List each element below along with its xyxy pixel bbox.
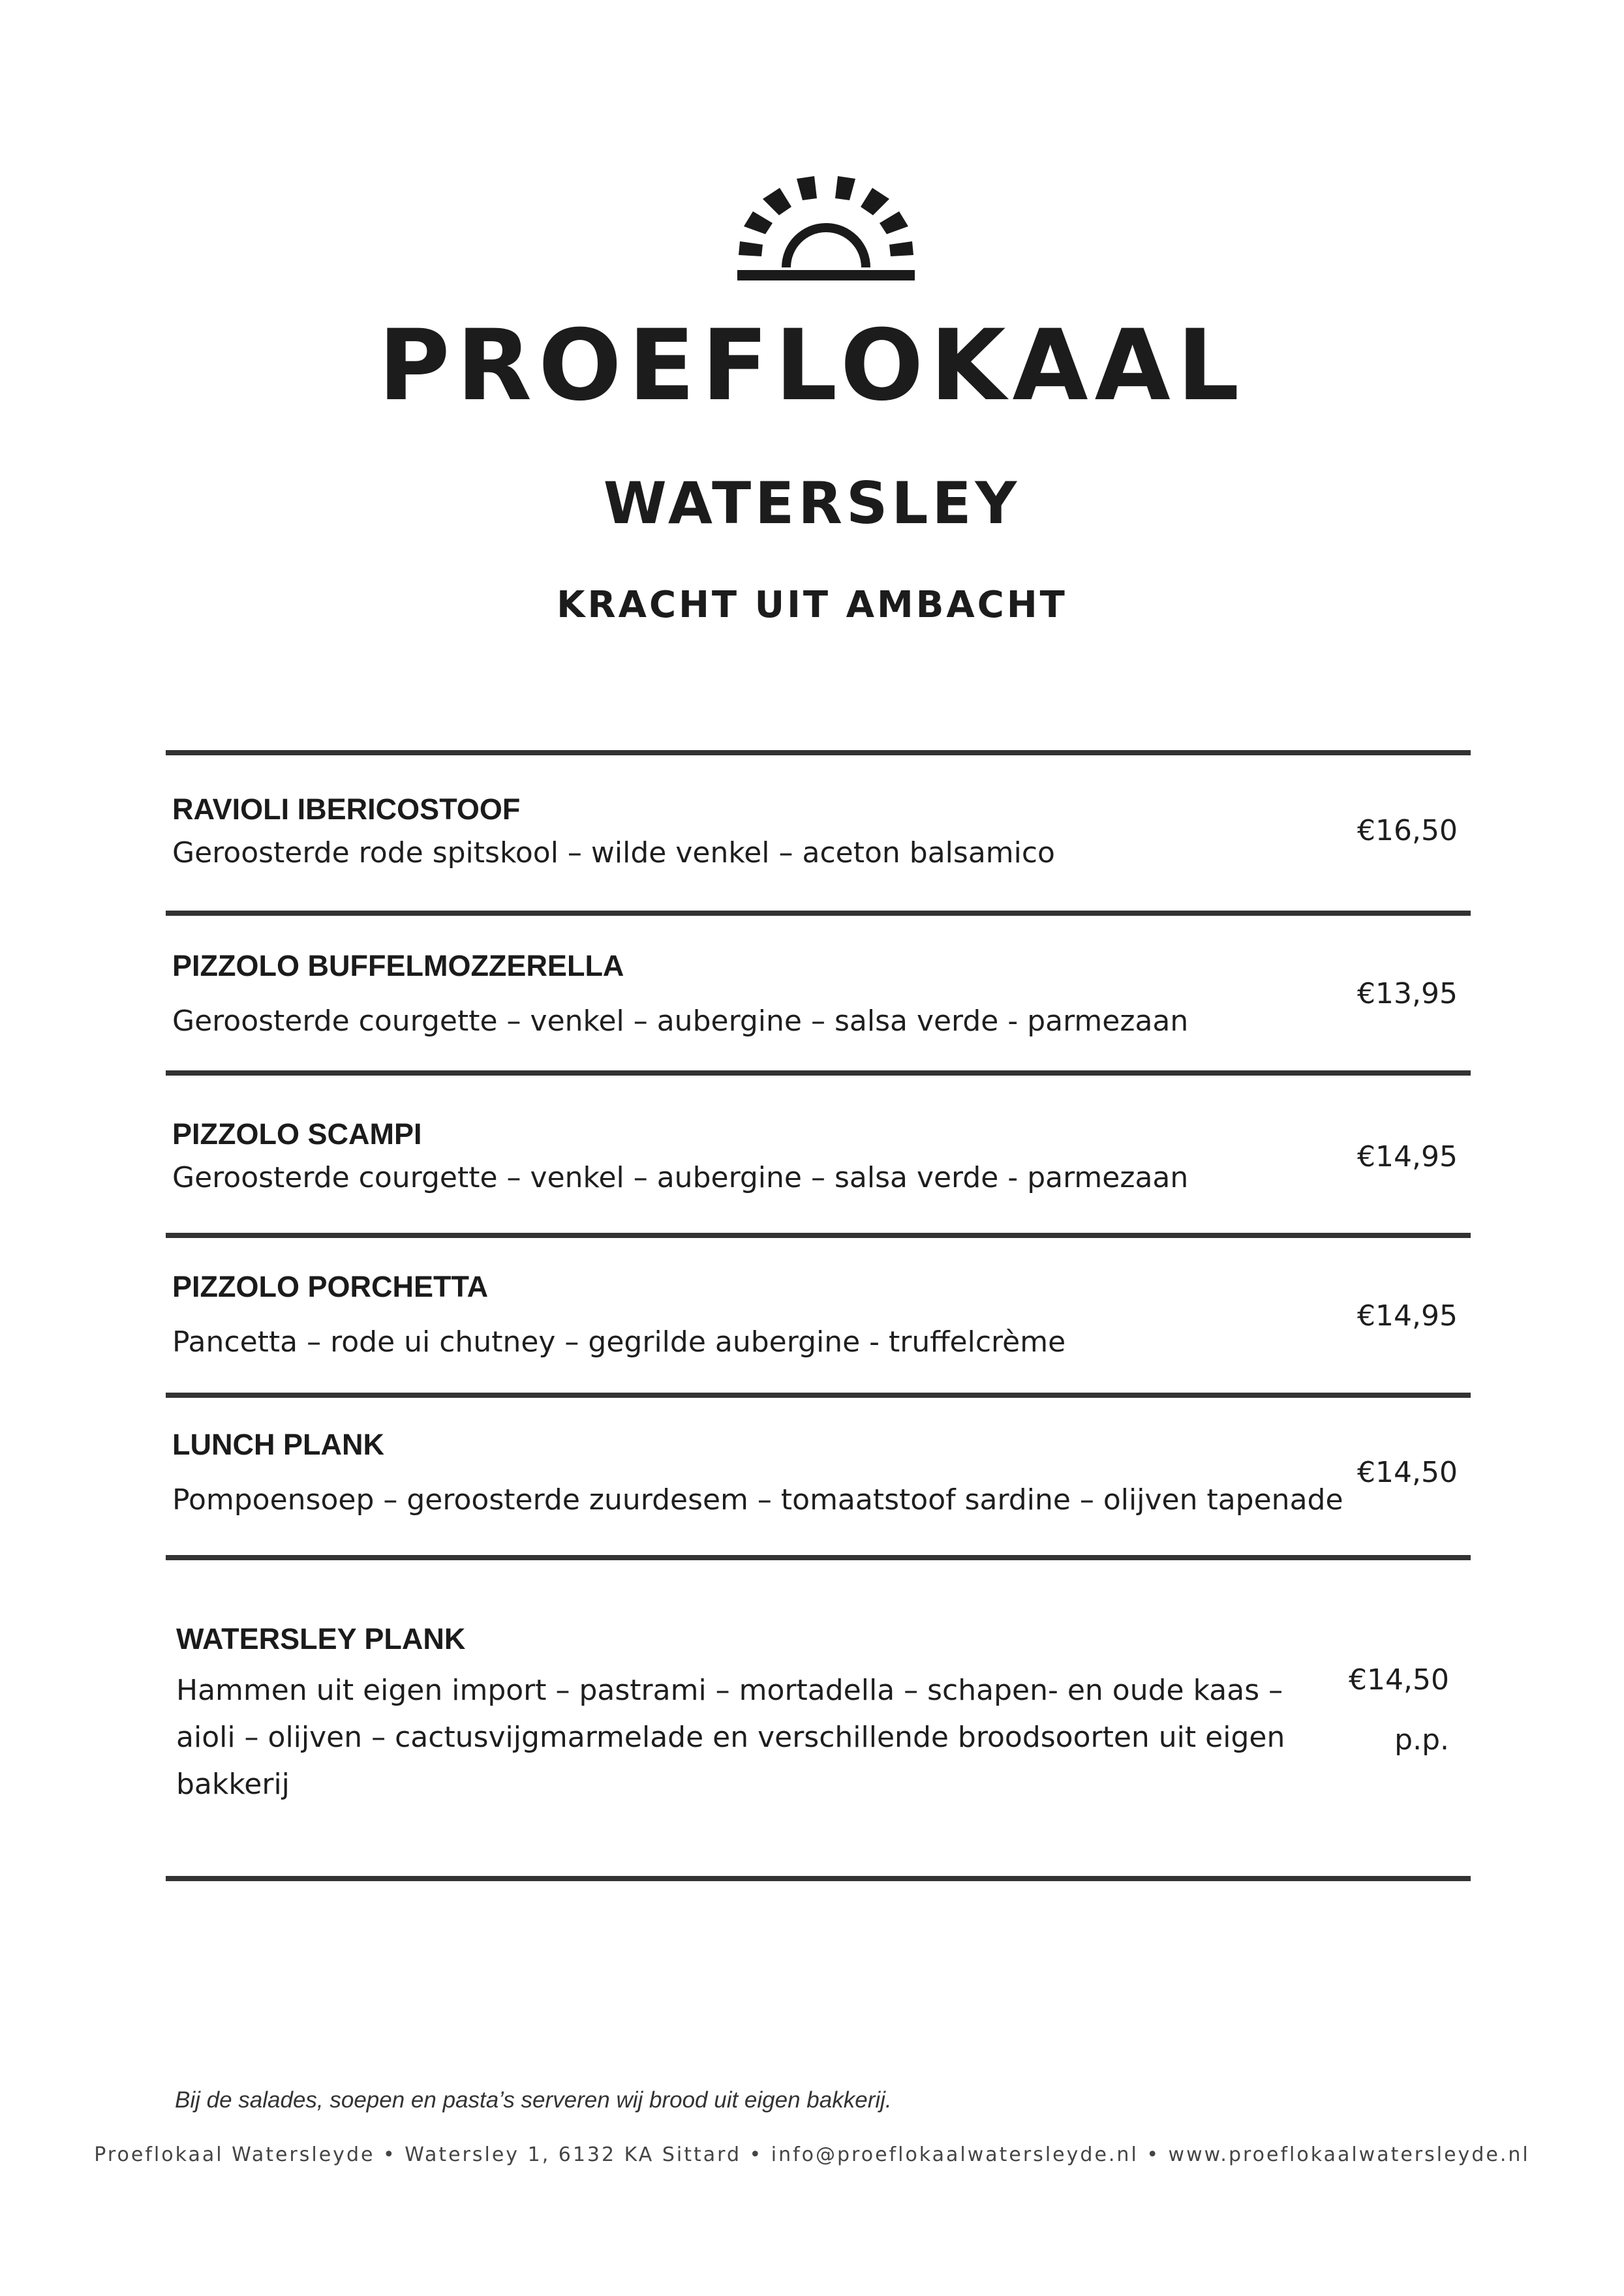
oven-arch-icon: [736, 171, 916, 282]
divider: [166, 1233, 1471, 1238]
menu-item-description: Geroosterde courgette – venkel – aubergine – salsa verde - parmezaan: [172, 1161, 1189, 1194]
footer-contact: Proeflokaal Watersleyde • Watersley 1, 6132 KA Sittard • info@proeflokaalwatersleyde.nl • www.proeflokaalwatersleyde.nl: [94, 2143, 1530, 2166]
menu-item-price: €14,50: [1357, 1456, 1458, 1489]
divider: [166, 911, 1471, 916]
menu-item-name: LUNCH PLANK: [172, 1428, 384, 1461]
menu-item-name: PIZZOLO BUFFELMOZZERELLA: [172, 949, 624, 982]
divider: [166, 750, 1471, 755]
brand-tagline: KRACHT UIT AMBACHT: [557, 584, 1067, 626]
menu-item-description: Pancetta – rode ui chutney – gegrilde aubergine - truffelcrème: [172, 1325, 1066, 1359]
menu-item-price: €14,95: [1357, 1299, 1458, 1333]
menu-item-price-unit: p.p.: [1394, 1723, 1449, 1757]
menu-item-name: WATERSLEY PLANK: [176, 1622, 466, 1655]
menu-item-description: Hammen uit eigen import – pastrami – mortadella – schapen- en oude kaas – aioli – olijven – cactusvijgmarmelade en verschillende broodsoorten uit eigen bakkerij: [176, 1674, 1285, 1801]
bread-note: Bij de salades, soepen en pasta’s serveren wij brood uit eigen bakkerij.: [175, 2087, 892, 2113]
menu-item-price: €14,50: [1349, 1663, 1449, 1697]
menu-item-name: PIZZOLO SCAMPI: [172, 1117, 422, 1151]
menu-item-name: RAVIOLI IBERICOSTOOF: [172, 793, 521, 826]
divider: [166, 1070, 1471, 1076]
menu-item-name: PIZZOLO PORCHETTA: [172, 1270, 489, 1303]
menu-item-description: Geroosterde rode spitskool – wilde venkel – aceton balsamico: [172, 836, 1055, 869]
brand-location: WATERSLEY: [603, 470, 1021, 537]
menu-item-price: €16,50: [1357, 814, 1458, 847]
brand-name: PROEFLOKAAL: [378, 309, 1246, 423]
divider: [166, 1393, 1471, 1398]
menu-item-description: Geroosterde courgette – venkel – aubergine – salsa verde - parmezaan: [172, 1004, 1189, 1038]
menu-item-description: Pompoensoep – geroosterde zuurdesem – tomaatstoof sardine – olijven tapenade: [172, 1483, 1343, 1517]
menu-item-price: €13,95: [1357, 977, 1458, 1010]
divider: [166, 1876, 1471, 1881]
menu-item-price: €14,95: [1357, 1140, 1458, 1173]
divider: [166, 1555, 1471, 1560]
